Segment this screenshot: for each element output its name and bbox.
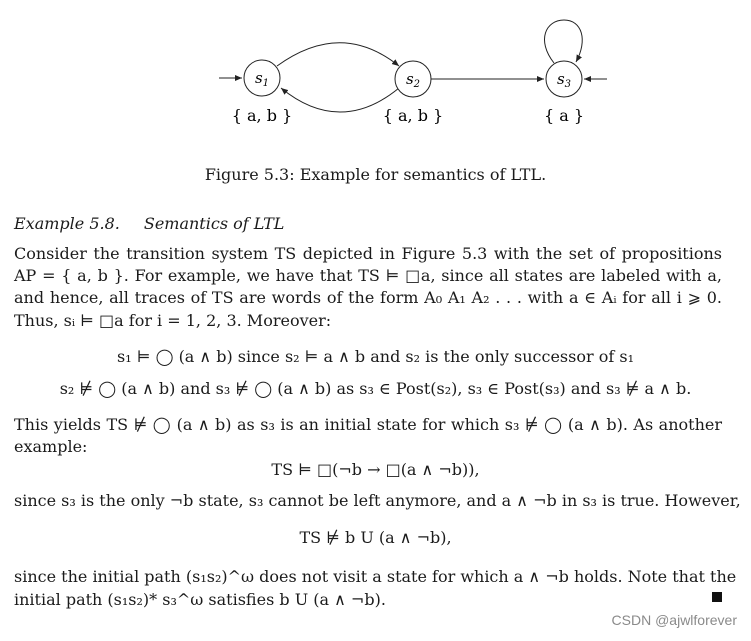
paragraph-line: This yields TS ⊭ ◯ (a ∧ b) as s₃ is an initial state for which s₃ ⊭ ◯ (a ∧ b). As another (14, 415, 722, 434)
svg-text:s3: $s_3$ (556, 70, 572, 90)
paragraph-line: Consider the transition system TS depicted in Figure 5.3 with the set of propositions (14, 244, 722, 263)
paragraph-line: since s₃ is the only ¬b state, s₃ cannot be left anymore, and a ∧ ¬b in s₃ is true. However, (14, 491, 741, 510)
label-s2: { a, b } (382, 106, 444, 125)
svg-text:s1: $s_1$ (254, 69, 270, 89)
state-s1 (244, 60, 280, 96)
display-equation: TS ⊨ □(¬b → □(a ∧ ¬b)), (271, 460, 480, 479)
example-heading (14, 214, 284, 233)
state-s3 (546, 61, 582, 97)
transition-system-diagram (0, 0, 751, 140)
svg-text:s2: $s_2$ (405, 70, 421, 90)
transition-s1-s2 (277, 43, 399, 66)
paragraph-line: Thus, sᵢ ⊨ □a for i = 1, 2, 3. Moreover: (14, 311, 332, 330)
self-loop-s3 (545, 20, 583, 63)
paragraph-line: AP = { a, b }. For example, we have that TS ⊨ □a, since all states are labeled with a, (14, 266, 722, 285)
label-s1: { a, b } (231, 106, 293, 125)
example-number: Example 5.8. (14, 214, 120, 233)
state-s2 (395, 61, 431, 97)
figure-caption: Figure 5.3: Example for semantics of LTL. (204, 165, 547, 184)
watermark: CSDN @ajwlforever (611, 612, 737, 628)
display-equation: TS ⊭ b U (a ∧ ¬b), (299, 528, 452, 547)
paragraph-line: initial path (s₁s₂)* s₃^ω satisfies b U (a ∧ ¬b). (14, 590, 386, 609)
paragraph-line: example: (14, 437, 88, 456)
transition-s2-s1 (281, 88, 399, 112)
paragraph-line: and hence, all traces of TS are words of the form A₀ A₁ A₂ . . . with a ∈ Aᵢ for all i ⩾ 0. (14, 288, 722, 307)
example-title: Semantics of LTL (143, 214, 285, 233)
paragraph-line: since the initial path (s₁s₂)^ω does not visit a state for which a ∧ ¬b holds. Note that the (14, 567, 737, 586)
display-equation: s₂ ⊭ ◯ (a ∧ b) and s₃ ⊭ ◯ (a ∧ b) as s₃ ∈ Post(s₂), s₃ ∈ Post(s₃) and s₃ ⊭ a ∧ b. (59, 379, 692, 398)
display-equation: s₁ ⊨ ◯ (a ∧ b) since s₂ ⊨ a ∧ b and s₂ is the only successor of s₁ (117, 347, 634, 366)
label-s3: { a } (543, 106, 585, 125)
qed-square (712, 592, 722, 602)
